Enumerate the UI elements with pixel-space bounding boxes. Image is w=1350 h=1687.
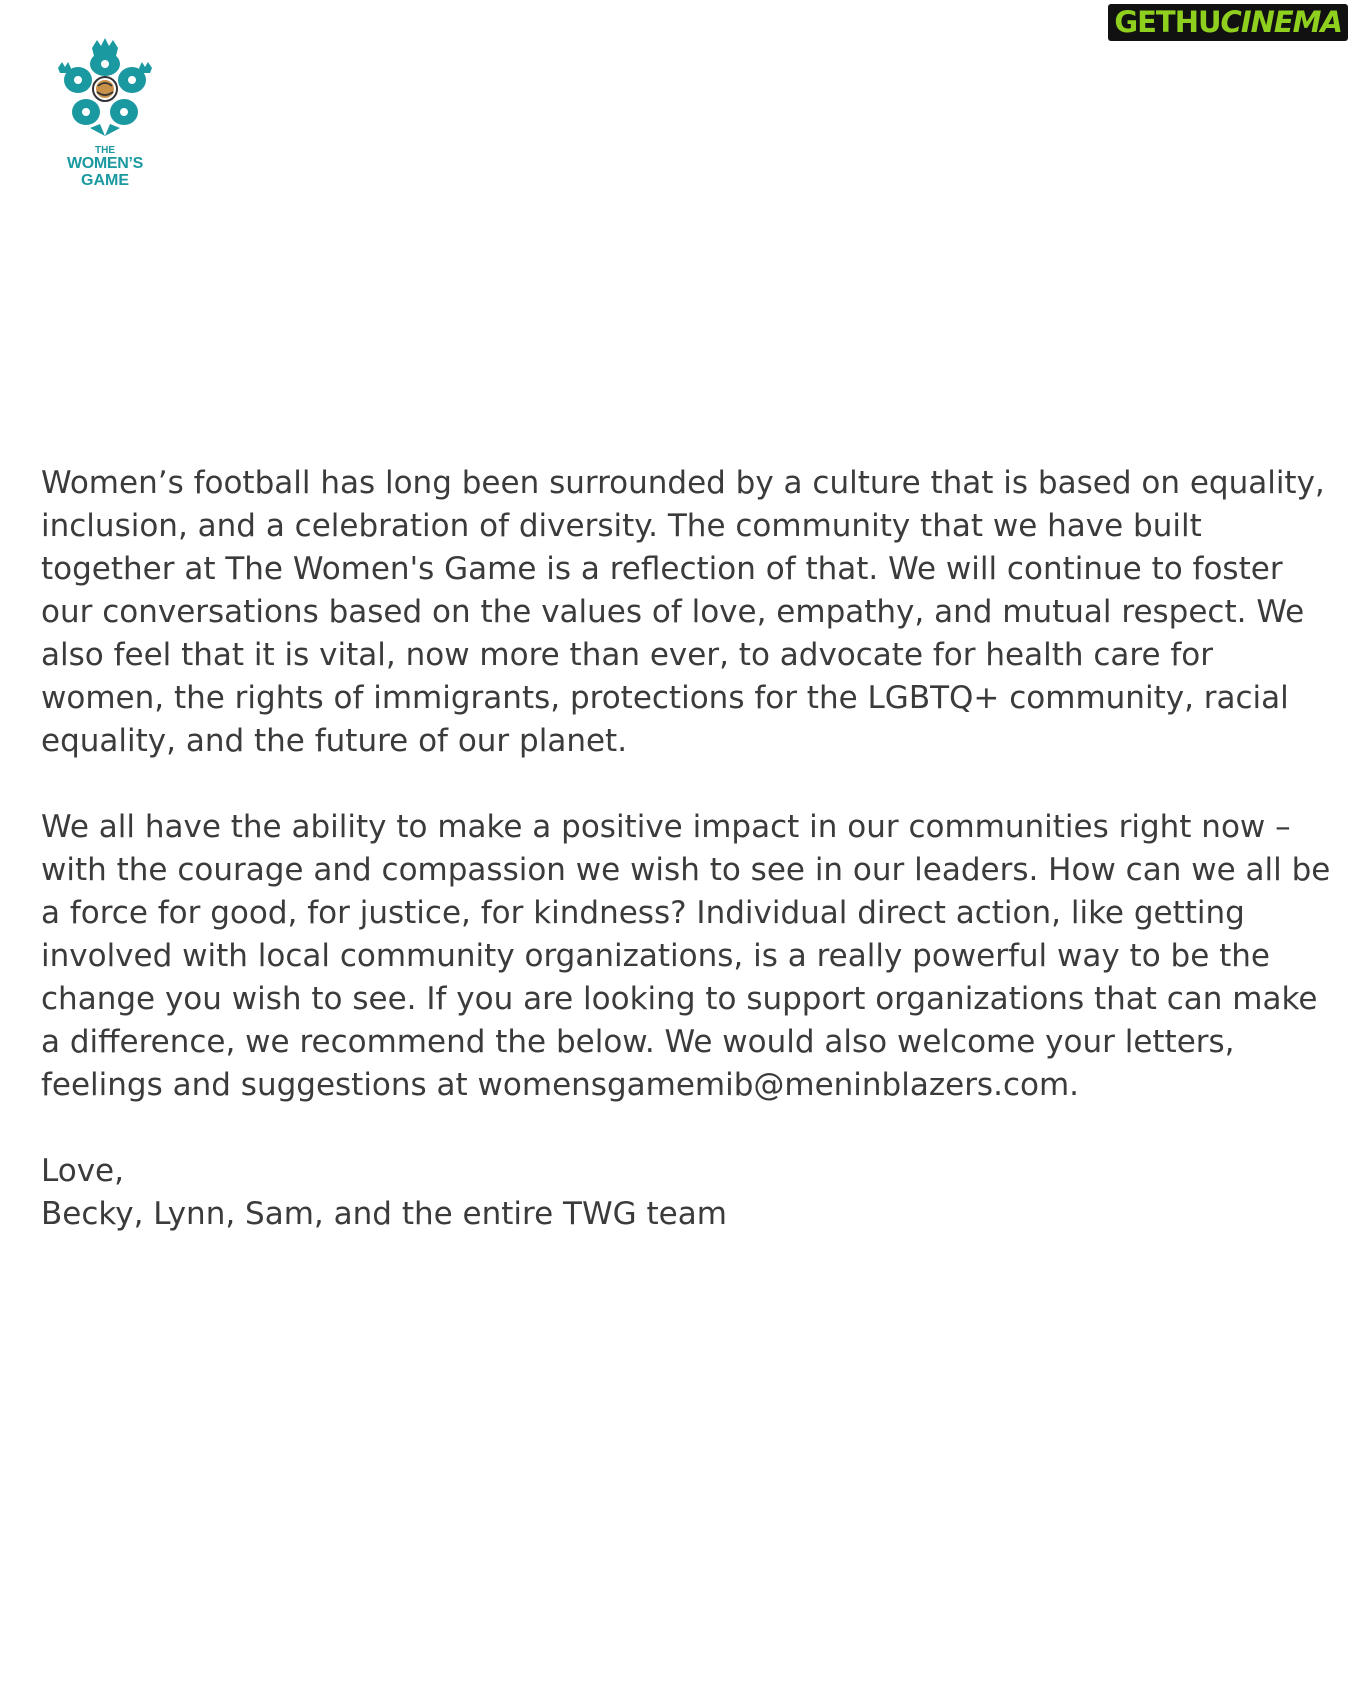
text-line: We all have the ability to make a positive impact in our communities right now – bbox=[41, 809, 1291, 845]
twg-logo bbox=[50, 36, 160, 189]
text-line: also feel that it is vital, now more than ever, to advocate for health care for bbox=[41, 637, 1214, 673]
signoff bbox=[41, 1150, 1321, 1236]
flower-ball-icon bbox=[50, 36, 160, 142]
logo-text-the: THE bbox=[95, 145, 115, 156]
text-line: women, the rights of immigrants, protections for the LGBTQ+ community, racial bbox=[41, 680, 1289, 716]
salutation: Love, bbox=[41, 1153, 124, 1189]
text-line: involved with local community organizations, is a really powerful way to be the bbox=[41, 938, 1270, 974]
text-line: feelings and suggestions at womensgamemib@meninblazers.com. bbox=[41, 1067, 1080, 1103]
letter-body bbox=[41, 462, 1331, 1236]
gethucinema-watermark bbox=[1108, 4, 1348, 41]
text-line: equality, and the future of our planet. bbox=[41, 723, 628, 759]
watermark-part-1: GETHU bbox=[1114, 5, 1221, 39]
paragraph-2 bbox=[41, 806, 1331, 1107]
text-line: inclusion, and a celebration of diversity. The community that we have built bbox=[41, 508, 1202, 544]
text-line: together at The Women's Game is a reflection of that. We will continue to foster bbox=[41, 551, 1283, 587]
text-line: a difference, we recommend the below. We would also welcome your letters, bbox=[41, 1024, 1235, 1060]
paragraph-1 bbox=[41, 462, 1325, 763]
text-line: change you wish to see. If you are looking to support organizations that can make bbox=[41, 981, 1318, 1017]
logo-text-womens: WOMEN’S bbox=[66, 155, 144, 173]
watermark-part-2: CINEMA bbox=[1220, 5, 1342, 39]
text-line: with the courage and compassion we wish to see in our leaders. How can we all be bbox=[41, 852, 1331, 888]
text-line: a force for good, for justice, for kindness? Individual direct action, like getting bbox=[41, 895, 1245, 931]
logo-text-game: GAME bbox=[81, 171, 129, 189]
signature: Becky, Lynn, Sam, and the entire TWG team bbox=[41, 1196, 727, 1232]
text-line: our conversations based on the values of love, empathy, and mutual respect. We bbox=[41, 594, 1305, 630]
text-line: Women’s football has long been surrounded by a culture that is based on equality, bbox=[41, 465, 1325, 501]
